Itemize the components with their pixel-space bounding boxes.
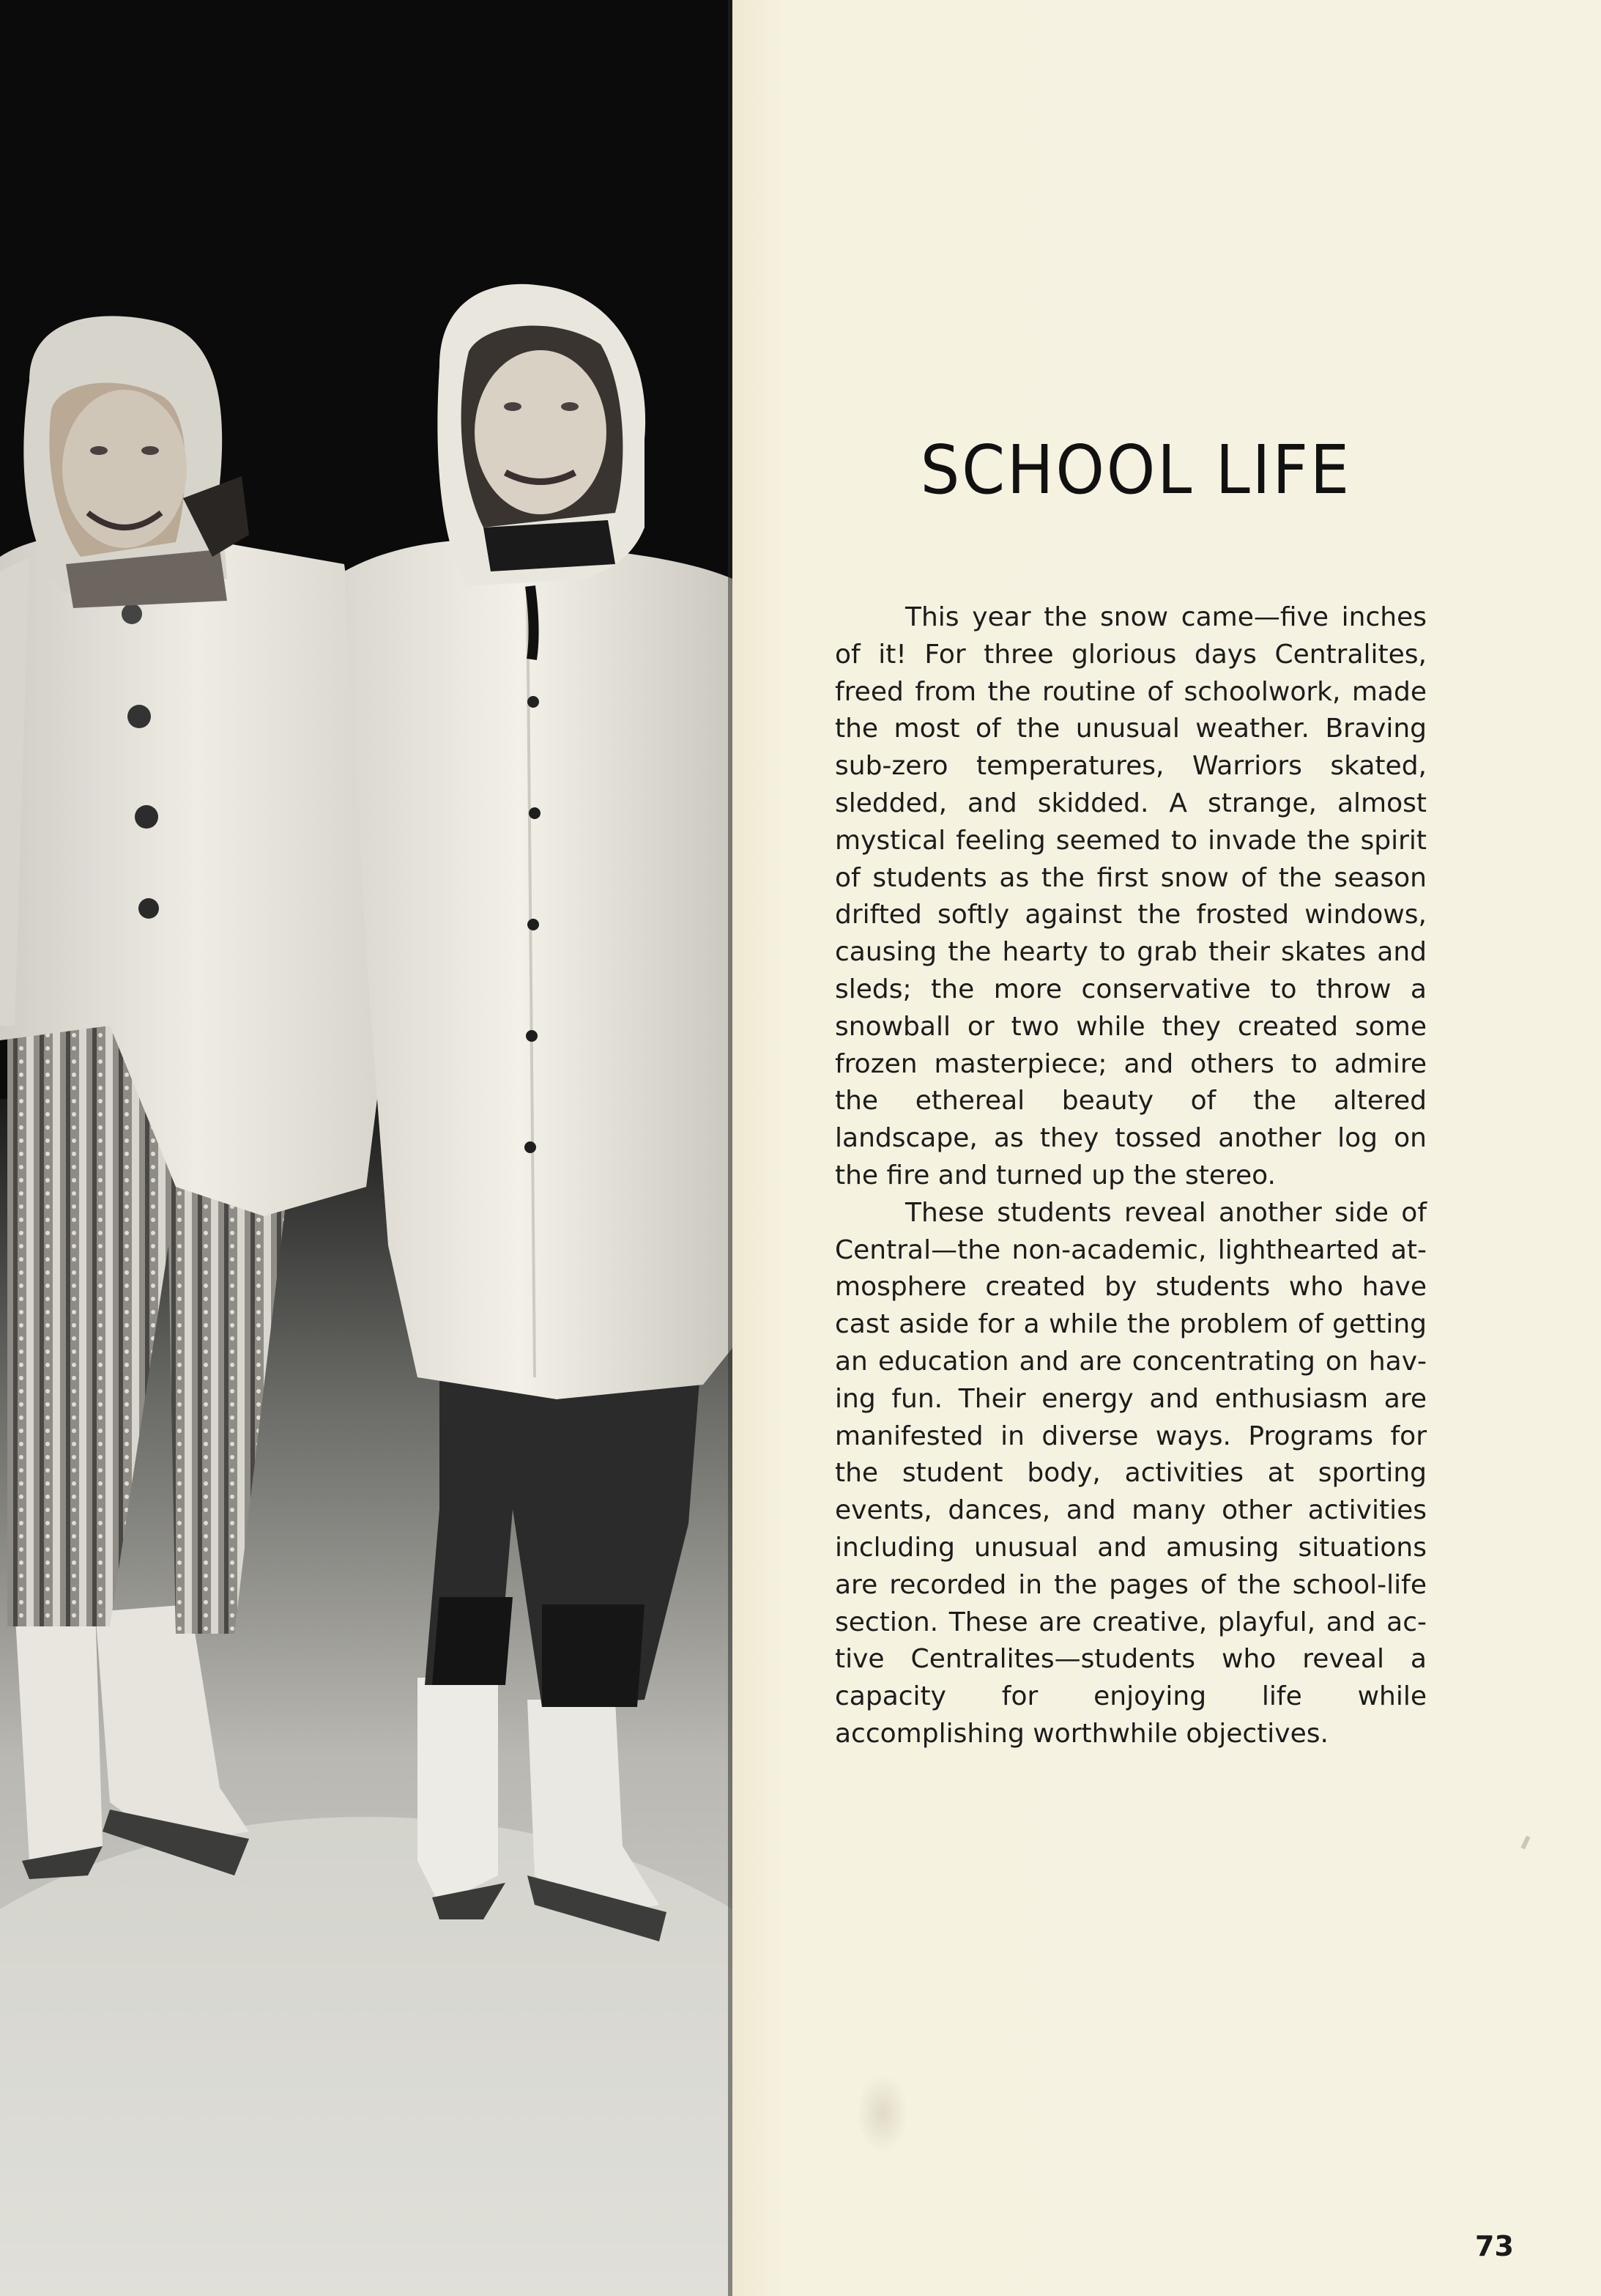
page-number: 73 — [1475, 2230, 1514, 2262]
skating-photo — [0, 0, 732, 2296]
page-title: SCHOOL LIFE — [920, 431, 1352, 509]
paragraph-1: This year the snow came—five inches of it! For three glorious days Centralites, freed from the routine of schoolwork, made the most of the unusual weather. Braving sub-zero temperatures, Warriors skated, sledded, and skidded. A strange, almost mystical feeling seemed to invade the spirit of students as the first snow of the season drifted softly against the frosted windows, causing the hearty to grab their skates and sleds; the more conservative to throw a snowball or two while they created some frozen masterpiece; and others to admire the ethereal beauty of the altered landscape, as they tossed another log on the fire and turned up the stereo. — [835, 602, 1427, 1190]
paragraph-2: These students reveal another side of Central—the non-academic, lighthearted atmosphere created by students who have cast aside for a while the problem of getting an education and are concentrating on having fun. Their energy and enthusiasm are manifested in diverse ways. Programs for the student body, activities at sporting events, dances, and many other activities including unusual and amusing situations are recorded in the pages of the school-life section. These are creative, playful, and active Centralites—students who reveal a capacity for enjoying life while accomplishing worthwhile objectives. — [835, 1197, 1427, 1749]
ink-smudge — [857, 2073, 908, 2154]
body-text — [835, 599, 1427, 1753]
